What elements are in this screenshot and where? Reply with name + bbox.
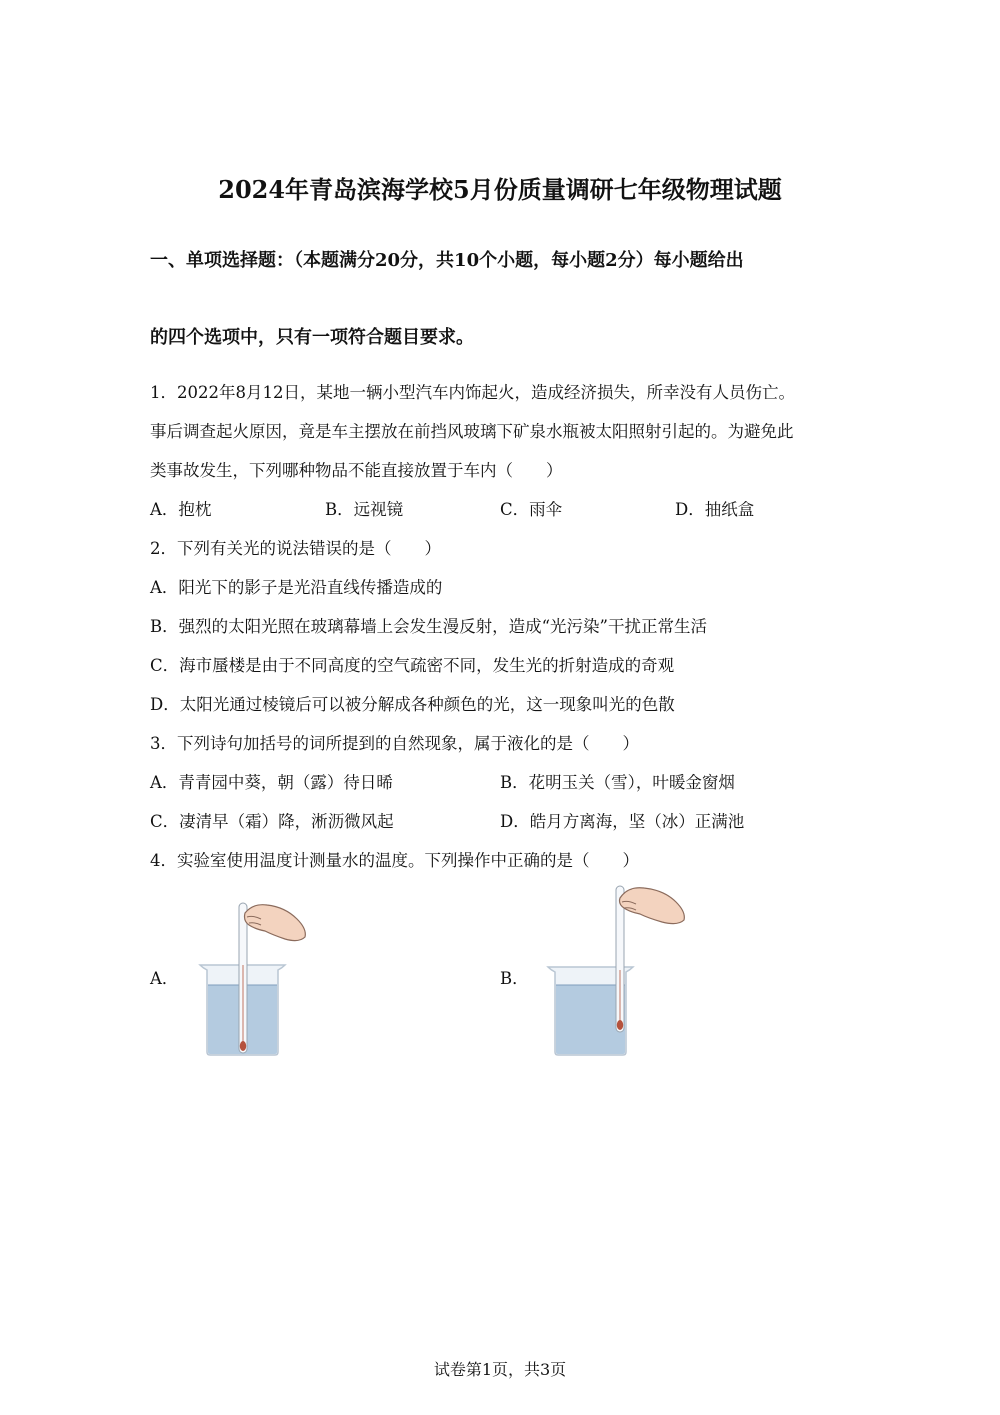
q4-figure-a-thermometer-icon [195,895,320,1060]
page-title: 2024年青岛滨海学校5月份质量调研七年级物理试题 [218,175,782,204]
q2-stem: 2．下列有关光的说法错误的是（ ） [150,539,441,558]
q2-option-d[interactable]: D．太阳光通过棱镜后可以被分解成各种颜色的光，这一现象叫光的色散 [150,695,675,714]
q3-option-c[interactable]: C．凄清早（霜）降，淅沥微风起 [150,812,394,831]
q1-line1: 1．2022年8月12日，某地一辆小型汽车内饰起火，造成经济损失，所幸没有人员伤亡。 [150,383,795,402]
q1-option-c[interactable]: C．雨伞 [500,500,563,519]
q4-stem: 4．实验室使用温度计测量水的温度。下列操作中正确的是（ ） [150,851,639,870]
q3-option-d[interactable]: D．皓月方离海，坚（冰）正满池 [500,812,745,831]
q1-line2: 事后调查起火原因，竟是车主摆放在前挡风玻璃下矿泉水瓶被太阳照射引起的。为避免此 [150,422,794,441]
q4-option-a[interactable]: A． [150,969,179,988]
page-footer: 试卷第1页，共3页 [433,1360,567,1379]
q1-option-d[interactable]: D．抽纸盒 [675,500,755,519]
q3-stem: 3．下列诗句加括号的词所提到的自然现象，属于液化的是（ ） [150,734,639,753]
q3-option-a[interactable]: A．青青园中葵，朝（露）待日晞 [150,773,393,792]
q2-option-c[interactable]: C．海市蜃楼是由于不同高度的空气疏密不同，发生光的折射造成的奇观 [150,656,675,675]
q3-option-b[interactable]: B．花明玉关（雪），叶暖金窗烟 [500,773,735,792]
q4-option-b[interactable]: B． [500,969,529,988]
q2-option-a[interactable]: A．阳光下的影子是光沿直线传播造成的 [150,578,443,597]
section-heading-line1: 一、单项选择题：（本题满分20分，共10个小题，每小题2分）每小题给出 [150,250,744,271]
q1-option-b[interactable]: B．远视镜 [325,500,404,519]
q2-option-b[interactable]: B．强烈的太阳光照在玻璃幕墙上会发生漫反射，造成“光污染”干扰正常生活 [150,617,707,636]
q1-option-a[interactable]: A．抱枕 [150,500,212,519]
section-heading-line2: 的四个选项中，只有一项符合题目要求。 [150,327,474,348]
q4-figure-b-thermometer-icon [540,880,690,1060]
q1-line3: 类事故发生，下列哪种物品不能直接放置于车内（ ） [150,461,563,480]
